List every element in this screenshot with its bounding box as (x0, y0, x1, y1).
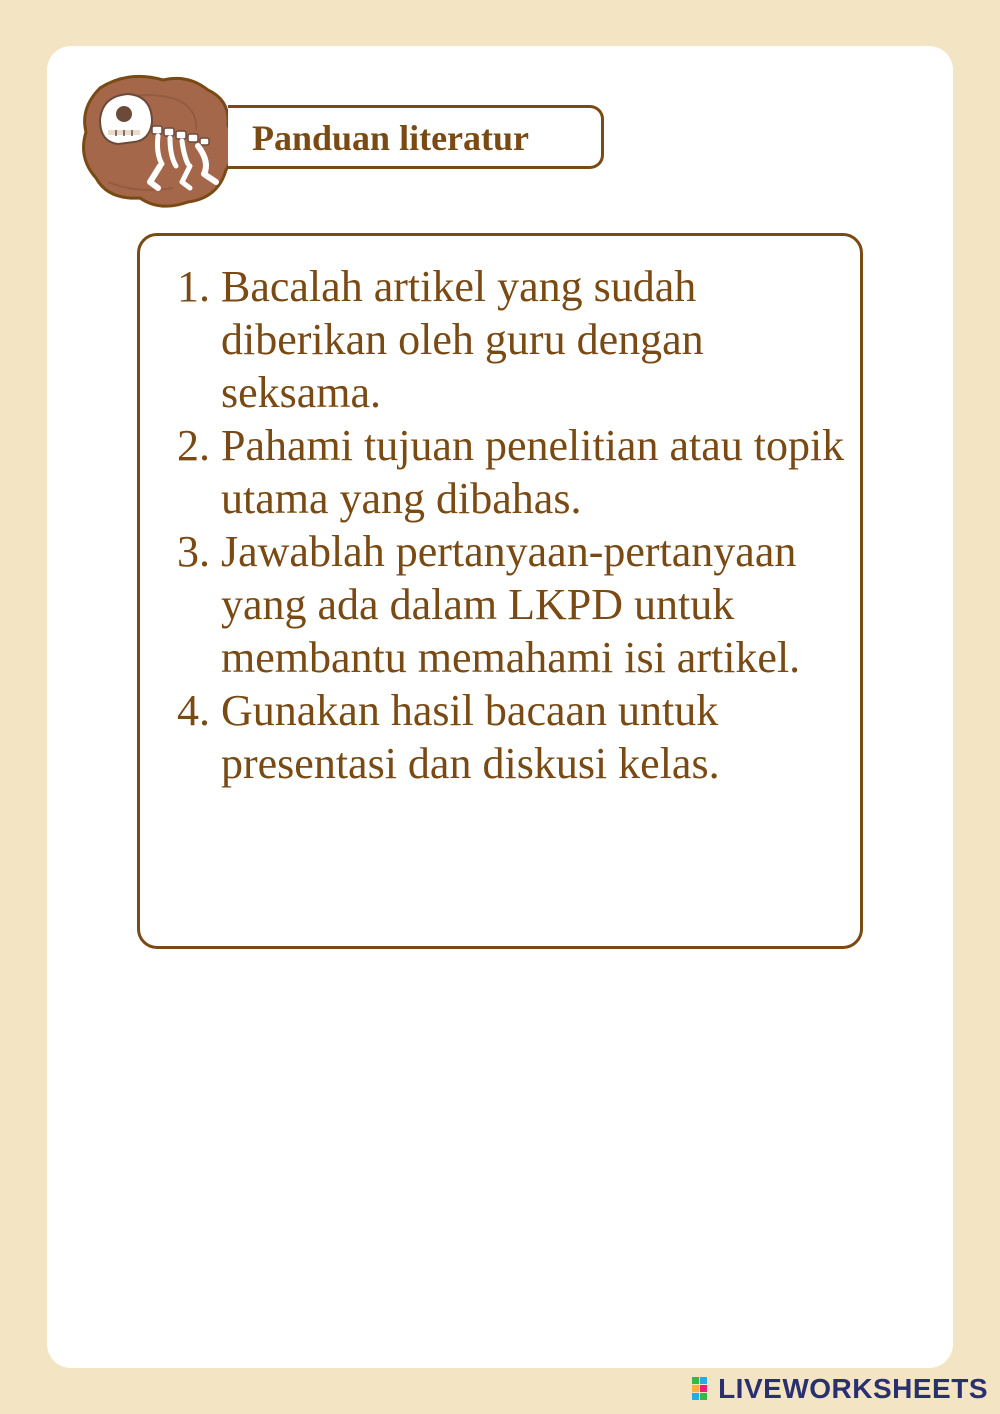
step-number: 3. (177, 527, 210, 576)
step-text: Jawablah pertanyaan-pertanyaan yang ada dalam LKPD untuk membantu memahami isi artikel. (221, 527, 801, 682)
list-item (177, 260, 847, 419)
list-item (177, 525, 847, 684)
list-item (177, 419, 847, 525)
dinosaur-fossil-icon (78, 70, 238, 210)
step-text: Gunakan hasil bacaan untuk presentasi dan diskusi kelas. (221, 686, 720, 788)
liveworksheets-watermark (692, 1374, 988, 1404)
watermark-text: LIVEWORKSHEETS (718, 1373, 988, 1404)
list-item (177, 684, 847, 790)
instructions-list (177, 260, 847, 790)
step-text: Bacalah artikel yang sudah diberikan oleh guru dengan seksama. (221, 262, 704, 417)
liveworksheets-logo-icon (692, 1377, 716, 1401)
step-number: 2. (177, 421, 210, 470)
step-number: 4. (177, 686, 210, 735)
step-number: 1. (177, 262, 210, 311)
page-title: Panduan literatur (252, 118, 530, 158)
step-text: Pahami tujuan penelitian atau topik utama yang dibahas. (221, 421, 845, 523)
